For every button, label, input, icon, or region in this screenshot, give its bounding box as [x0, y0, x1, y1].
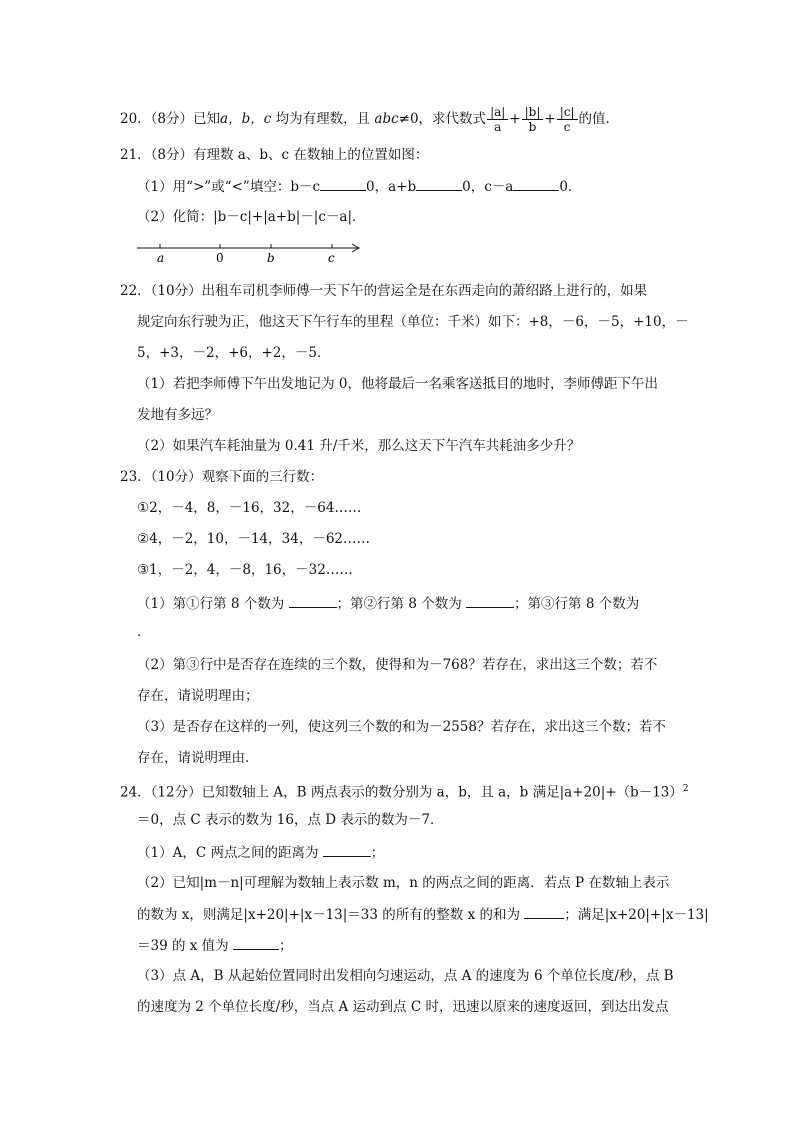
question-22-line3: 5，+3，－2，+6，+2，－5．: [137, 345, 331, 361]
question-24-sub1: （1）A，C 两点之间的距离为 ；: [137, 842, 384, 863]
answer-blank[interactable]: [323, 842, 371, 857]
fraction-c: $\frac{|c|}{c}$: [557, 105, 578, 134]
q20-suffix: 的值．: [578, 111, 620, 127]
answer-blank[interactable]: [320, 176, 366, 191]
question-21-title: 21．（8分）有理数 a、b、c 在数轴上的位置如图：: [120, 147, 429, 163]
question-22-line2: 规定向东行驶为正，他这天下午行车的里程（单位：千米）如下：+8，－6，－5，+10，－: [137, 314, 689, 330]
fraction-a: $\frac{|a|}{a}$: [487, 105, 508, 134]
question-23-sub2a: （2）第③行中是否存在连续的三个数，使得和为－768？若存在，求出这三个数；若不: [137, 657, 658, 673]
question-22-sub2: （2）如果汽车耗油量为 0.41 升/千米，那么这天下午汽车共耗油多少升？: [137, 438, 581, 454]
answer-blank[interactable]: [524, 904, 564, 919]
question-24-line2: ＝0，点 C 表示的数为 16，点 D 表示的数为－7．: [137, 812, 444, 828]
question-24-line1: 24．（12分）已知数轴上 A，B 两点表示的数分别为 a，b，且 a，b 满足$|a+20|+(b-13)^2$: [120, 784, 689, 801]
q20-cond2: ≠0，求代数式: [398, 111, 487, 127]
question-24-sub3a: （3）点 A，B 从起始位置同时出发相向匀速运动，点 A 的速度为 6 个单位长度/秒，点 B: [137, 968, 674, 984]
answer-blank[interactable]: [466, 593, 514, 608]
label-0: 0: [216, 251, 224, 265]
q20-prefix: 20．（8分）已知: [120, 111, 221, 127]
q20-cond: abc: [374, 111, 399, 127]
question-23-sub3b: 存在，请说明理由．: [137, 750, 259, 766]
question-23-sub1-end: ．: [137, 624, 151, 640]
fraction-b: $\frac{|b|}{b}$: [522, 105, 544, 134]
plus-sign: +: [509, 111, 521, 127]
question-23-sub3a: （3）是否存在这样的一列，使这列三个数的和为－2558？若存在，求出这三个数；若不: [137, 719, 666, 735]
answer-blank[interactable]: [289, 593, 337, 608]
question-23-sub1: （1）第①行第 8 个数为 ；第②行第 8 个数为 ；第③行第 8 个数为: [137, 593, 639, 614]
question-24-sub2c: ＝39 的 x 值为 ；: [137, 935, 292, 956]
sequence-row-3: ③1，－2，4，－8，16，－32……: [137, 562, 353, 578]
label-b: b: [267, 251, 275, 265]
question-20: [120, 105, 619, 134]
answer-blank[interactable]: [233, 935, 279, 950]
question-22-sub1a: （1）若把李师傅下午出发地记为 0，他将最后一名乘客送抵目的地时，李师傅距下午出: [137, 376, 658, 392]
question-21-part2: （2）化简：|b－c|+|a+b|－|c－a|．: [137, 209, 366, 225]
label-c: c: [328, 251, 335, 265]
question-24-sub3b: 的速度为 2 个单位长度/秒，当点 A 运动到点 C 时，迅速以原来的速度返回，到达出发点: [137, 999, 669, 1015]
answer-blank[interactable]: [416, 176, 462, 191]
label-a: a: [157, 251, 165, 265]
number-line-figure: [130, 236, 370, 266]
question-22-line1: 22．（10分）出租车司机李师傅一天下午的营运全是在东西走向的萧绍路上进行的，如果: [120, 283, 648, 299]
question-23-title: 23．（10分）观察下面的三行数：: [120, 469, 324, 485]
plus-sign: +: [544, 111, 556, 127]
answer-blank[interactable]: [513, 176, 559, 191]
q20-mid: 均为有理数，且: [271, 111, 375, 127]
q20-vars: a，b，c: [220, 111, 272, 127]
question-24-sub2b: 的数为 x，则满足|x+20|+|x－13|＝33 的所有的整数 x 的和为 ；满足|x+20|+|x－13|: [137, 904, 709, 925]
sequence-row-1: ①2，－4，8，－16，32，－64……: [137, 500, 362, 516]
question-21-part1: （1）用“>”或“<”填空：b－c 0，a+b 0，c－a 0．: [137, 176, 581, 197]
question-24-sub2a: （2）已知|m－n|可理解为数轴上表示数 m，n 的两点之间的距离．若点 P 在数轴上表示: [137, 875, 670, 891]
question-23-sub2b: 存在，请说明理由；: [137, 688, 259, 704]
question-22-sub1b: 发地有多远？: [137, 407, 218, 423]
exponent: 2: [682, 784, 689, 794]
sequence-row-2: ②4，－2，10，－14，34，－62……: [137, 531, 370, 547]
